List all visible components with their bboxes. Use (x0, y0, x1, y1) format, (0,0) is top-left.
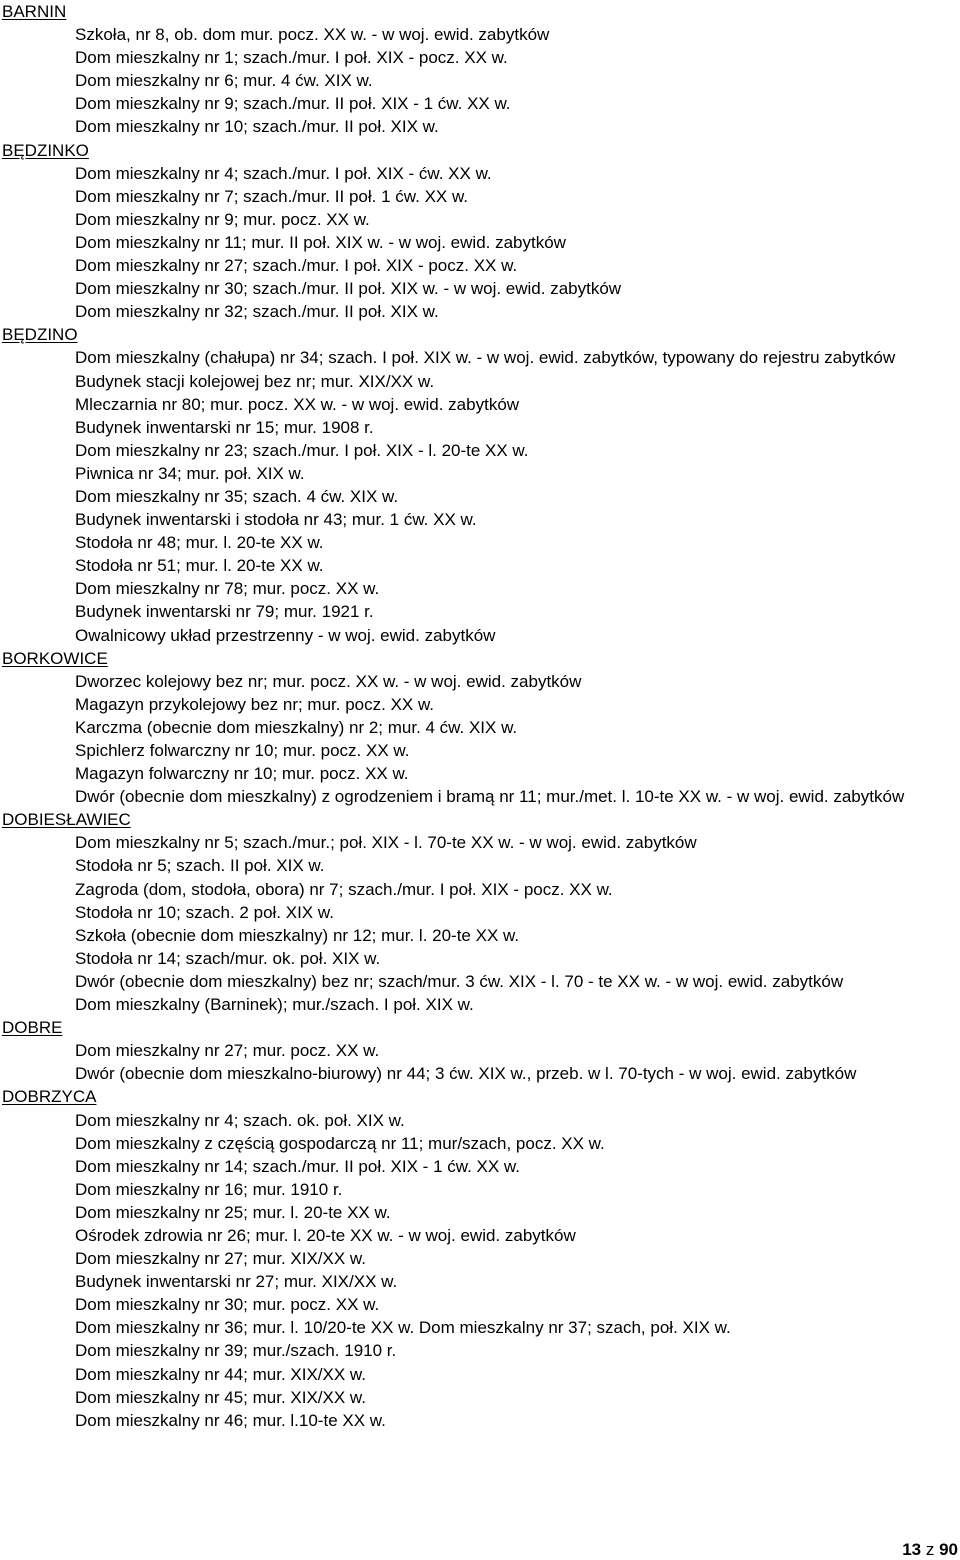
list-item: Stodoła nr 5; szach. II poł. XIX w. (75, 856, 325, 876)
list-item: Budynek inwentarski nr 79; mur. 1921 r. (75, 602, 374, 622)
list-item: Dom mieszkalny nr 9; mur. pocz. XX w. (75, 209, 370, 229)
list-item: Dom mieszkalny nr 27; szach./mur. I poł. XIX - pocz. XX w. (75, 256, 518, 276)
list-item: Dwór (obecnie dom mieszkalny) bez nr; szach/mur. 3 ćw. XIX - l. 70 - te XX w. - w woj. ewid. zabytków (75, 971, 844, 991)
list-item: Szkoła (obecnie dom mieszkalny) nr 12; mur. l. 20-te XX w. (75, 925, 520, 945)
list-item: Budynek stacji kolejowej bez nr; mur. XIX/XX w. (75, 371, 435, 391)
list-item: Dom mieszkalny nr 7; szach./mur. II poł. 1 ćw. XX w. (75, 186, 469, 206)
list-item: Dom mieszkalny nr 45; mur. XIX/XX w. (75, 1387, 366, 1407)
section-heading: BORKOWICE (2, 648, 108, 668)
list-item: Dom mieszkalny nr 78; mur. pocz. XX w. (75, 579, 380, 599)
section-heading: BĘDZINO (2, 325, 78, 345)
list-item: Stodoła nr 51; mur. l. 20-te XX w. (75, 556, 324, 576)
list-item: Dwór (obecnie dom mieszkalny) z ogrodzeniem i bramą nr 11; mur./met. l. 10-te XX w. - w woj. ewid. zabytków (75, 787, 905, 807)
list-item: Budynek inwentarski nr 27; mur. XIX/XX w. (75, 1272, 398, 1292)
list-item: Dom mieszkalny nr 6; mur. 4 ćw. XIX w. (75, 71, 373, 91)
list-item: Stodoła nr 14; szach/mur. ok. poł. XIX w. (75, 948, 381, 968)
list-item: Dom mieszkalny (Barninek); mur./szach. I poł. XIX w. (75, 995, 474, 1015)
list-item: Dom mieszkalny z częścią gospodarczą nr 11; mur/szach, pocz. XX w. (75, 1133, 605, 1153)
section-heading: DOBIESŁAWIEC (2, 810, 131, 830)
page-total: 90 (939, 1540, 958, 1559)
page-number (902, 1540, 958, 1560)
list-item: Dom mieszkalny nr 44; mur. XIX/XX w. (75, 1364, 366, 1384)
list-item: Mleczarnia nr 80; mur. pocz. XX w. - w woj. ewid. zabytków (75, 394, 520, 414)
list-item: Dom mieszkalny nr 27; mur. XIX/XX w. (75, 1249, 366, 1269)
page-current: 13 (902, 1540, 922, 1559)
list-item: Karczma (obecnie dom mieszkalny) nr 2; mur. 4 ćw. XIX w. (75, 717, 518, 737)
list-item: Dom mieszkalny nr 35; szach. 4 ćw. XIX w. (75, 486, 399, 506)
list-item: Piwnica nr 34; mur. poł. XIX w. (75, 463, 305, 483)
list-item: Zagroda (dom, stodoła, obora) nr 7; szach./mur. I poł. XIX - pocz. XX w. (75, 879, 613, 899)
list-item: Dom mieszkalny nr 36; mur. l. 10/20-te XX w. Dom mieszkalny nr 37; szach, poł. XIX w. (75, 1318, 731, 1338)
list-item: Dom mieszkalny nr 23; szach./mur. I poł. XIX - l. 20-te XX w. (75, 440, 529, 460)
section-heading: BARNIN (2, 2, 67, 21)
list-item: Stodoła nr 48; mur. l. 20-te XX w. (75, 533, 324, 553)
list-item: Dom mieszkalny nr 14; szach./mur. II poł. XIX - 1 ćw. XX w. (75, 1156, 520, 1176)
section-heading: DOBRZYCA (2, 1087, 97, 1107)
list-item: Dom mieszkalny nr 27; mur. pocz. XX w. (75, 1041, 380, 1061)
list-item: Dom mieszkalny nr 39; mur./szach. 1910 r. (75, 1341, 397, 1361)
list-item: Dom mieszkalny nr 4; szach./mur. I poł. XIX - ćw. XX w. (75, 163, 492, 183)
document-body (2, 0, 952, 1432)
list-item: Dom mieszkalny nr 11; mur. II poł. XIX w. - w woj. ewid. zabytków (75, 232, 566, 252)
list-item: Magazyn przykolejowy bez nr; mur. pocz. XX w. (75, 694, 435, 714)
list-item: Stodoła nr 10; szach. 2 poł. XIX w. (75, 902, 334, 922)
list-item: Dwór (obecnie dom mieszkalno-biurowy) nr 44; 3 ćw. XIX w., przeb. w l. 70-tych - w woj. ewid. zabytków (75, 1064, 857, 1084)
section-heading: DOBRE (2, 1018, 63, 1038)
list-item: Dom mieszkalny nr 30; mur. pocz. XX w. (75, 1295, 380, 1315)
list-item: Dworzec kolejowy bez nr; mur. pocz. XX w. - w woj. ewid. zabytków (75, 671, 582, 691)
list-item: Dom mieszkalny nr 5; szach./mur.; poł. XIX - l. 70-te XX w. - w woj. ewid. zabytków (75, 833, 697, 853)
list-item: Dom mieszkalny nr 10; szach./mur. II poł. XIX w. (75, 117, 439, 137)
list-item: Dom mieszkalny (chałupa) nr 34; szach. I poł. XIX w. - w woj. ewid. zabytków, typowany do rejestru zabytków (75, 348, 896, 368)
list-item: Dom mieszkalny nr 1; szach./mur. I poł. XIX - pocz. XX w. (75, 48, 508, 68)
section-heading: BĘDZINKO (2, 140, 89, 160)
list-item: Owalnicowy układ przestrzenny - w woj. ewid. zabytków (75, 625, 496, 645)
list-item: Dom mieszkalny nr 30; szach./mur. II poł. XIX w. - w woj. ewid. zabytków (75, 279, 622, 299)
page-separator: z (921, 1540, 940, 1559)
list-item: Magazyn folwarczny nr 10; mur. pocz. XX w. (75, 764, 409, 784)
list-item: Spichlerz folwarczny nr 10; mur. pocz. XX w. (75, 741, 410, 760)
list-item: Dom mieszkalny nr 4; szach. ok. poł. XIX w. (75, 1110, 405, 1130)
list-item: Budynek inwentarski i stodoła nr 43; mur. 1 ćw. XX w. (75, 510, 477, 530)
list-item: Dom mieszkalny nr 9; szach./mur. II poł. XIX - 1 ćw. XX w. (75, 94, 511, 114)
list-item: Dom mieszkalny nr 46; mur. l.10-te XX w. (75, 1410, 386, 1430)
list-item: Budynek inwentarski nr 15; mur. 1908 r. (75, 417, 374, 437)
list-item: Ośrodek zdrowia nr 26; mur. l. 20-te XX w. - w woj. ewid. zabytków (75, 1225, 576, 1245)
list-item: Dom mieszkalny nr 32; szach./mur. II poł. XIX w. (75, 302, 439, 322)
list-item: Dom mieszkalny nr 25; mur. l. 20-te XX w. (75, 1202, 391, 1222)
list-item: Szkoła, nr 8, ob. dom mur. pocz. XX w. - w woj. ewid. zabytków (75, 25, 550, 45)
list-item: Dom mieszkalny nr 16; mur. 1910 r. (75, 1179, 343, 1199)
